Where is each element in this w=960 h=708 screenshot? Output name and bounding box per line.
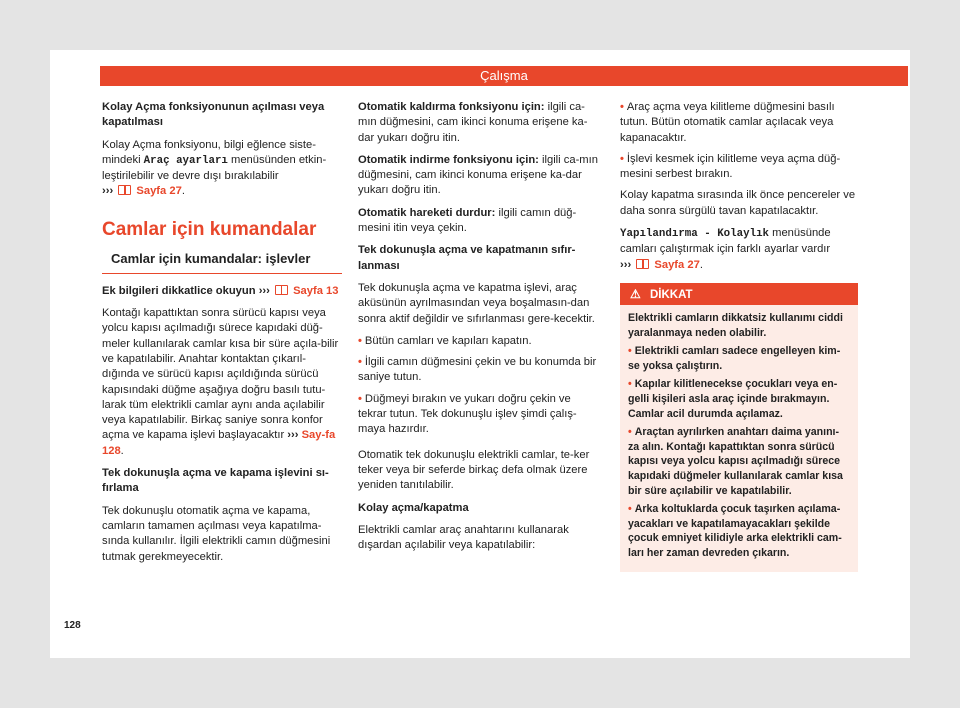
page-reference-link[interactable]: Sayfa 13	[293, 284, 339, 297]
book-icon	[636, 259, 649, 269]
warning-header	[620, 283, 858, 305]
bullet-icon: •	[628, 503, 632, 516]
warning-intro: Elektrikli camların dikkatsiz kullanımı ciddi yaralanmaya neden olabilir.	[628, 311, 843, 339]
reset-heading: Tek dokunuşla açma ve kapatmanın sıfır-lanması	[358, 244, 576, 272]
menu-name: Yapılandırma - Kolaylık	[620, 228, 770, 241]
column-right	[620, 100, 858, 572]
subsection-title: Camlar için kumandalar: işlevler	[102, 248, 342, 274]
auto-stop-paragraph: Otomatik hareketi durdur: ilgili camın düğ-mesini itin veya çekin.	[358, 206, 577, 235]
menu-name: Araç ayarları	[143, 154, 228, 167]
bullet-icon: •	[620, 152, 624, 165]
kolay-paragraph: Kolay Açma fonksiyonu, bilgi eğlence siste-mindeki Araç ayarları menüsünden etkin-leştirilebilir ve devre dışı bırakılabilir ››› Sayfa 27.	[102, 138, 327, 198]
warning-item: • Elektrikli camları sadece engelleyen kim-se yoksa çalıştırın.	[628, 345, 841, 372]
reset-paragraph: Tek dokunuşla açma ve kapatma işlevi, araç aküsünün ayrılmasından veya boşalmasın-dan sonra aktif değildir ve sıfırlanması gere-kecektir.	[358, 281, 595, 325]
tek-heading: Tek dokunuşla açma ve kapama işlevini sı-fırlama	[102, 467, 329, 495]
settings-paragraph: Yapılandırma - Kolaylık menüsünde camları çalıştırmak için farklı ayarlar vardır ››› Sayfa 27.	[620, 227, 831, 271]
bullet-icon: •	[628, 426, 632, 439]
page-reference-link[interactable]: Sayfa 27	[136, 185, 182, 198]
body-paragraph: Kolay kapatma sırasında ilk önce pencereler ve daha sonra sürgülü tavan kapatılacaktır.	[620, 189, 856, 217]
ref-arrows-icon: ›››	[258, 284, 270, 297]
book-icon	[118, 185, 131, 195]
bullet-icon: •	[628, 378, 632, 391]
kolay-heading: Kolay açma/kapatma	[358, 501, 469, 514]
bullet-icon: •	[628, 345, 632, 358]
list-item: • İşlevi kesmek için kilitleme veya açma düğ-mesini serbest bırakın.	[620, 152, 841, 181]
chapter-header: Çalışma	[100, 66, 908, 86]
list-item: • Araç açma veya kilitleme düğmesini basılı tutun. Bütün otomatik camlar açılacak veya kapanacaktır.	[620, 101, 835, 144]
bullet-icon: •	[358, 356, 362, 369]
bullet-icon: •	[620, 101, 624, 113]
section-title: Camlar için kumandalar	[102, 218, 317, 240]
manual-page	[50, 50, 910, 658]
warning-item: • Arka koltuklarda çocuk taşırken açılama-yacakları ve kapatılamayacakları şekilde çocuk emniyet kilidiyle arka elektrikli cam-ları her zaman devreden çıkarın.	[628, 503, 842, 559]
list-item: • Düğmeyi bırakın ve yukarı doğru çekin ve tekrar tutun. Tek dokunuşlu işlev şimdi çalış-maya hazırdır.	[358, 392, 577, 436]
warning-item: • Kapılar kilitlenecekse çocukları veya en-gelli kişileri asla araç içinde bırakmayın. Camlar acil durumda açılamaz.	[628, 378, 838, 420]
warning-triangle-icon: ⚠	[630, 286, 641, 301]
auto-lower-paragraph: Otomatik indirme fonksiyonu için: ilgili ca-mın düğmesini, cam ikinci konuma erişene ka-dar yukarı doğru itin.	[358, 153, 598, 197]
auto-raise-paragraph: Otomatik kaldırma fonksiyonu için: ilgili ca-mın düğmesini, cam ikinci konuma erişene ka-dar yukarı doğru itin.	[358, 101, 588, 144]
ref-arrows-icon: ›››	[287, 429, 299, 442]
warning-box	[620, 283, 858, 573]
bullet-icon: •	[358, 334, 362, 347]
warning-item: • Araçtan ayrılırken anahtarı daima yanını-za alın. Kontağı kapattıktan sonra sürücü kapısı veya yolcu kapısı açılmadığı sürece kapıdaki düğmeler kullanılarak camlar kısa bir süre açılabilir ve kapatılabilir.	[628, 426, 843, 497]
bullet-icon: •	[358, 392, 362, 405]
read-first-note: Ek bilgileri dikkatlice okuyun ››› Sayfa 13	[102, 284, 339, 297]
body-paragraph: Kontağı kapattıktan sonra sürücü kapısı veya yolcu kapısı açılmadığı sürece kapıdaki düğ-meler kullanılarak camlar kısa bir süre açıla-bilir ve kapatılabilir. Anahtar kontaktan çıkarıl-dığında ve sürücü kapısı açıldığında sürücü kapısındaki düğme aşağıya doğru basılı tutu-larak tüm elektrikli camlar aynı anda açılabilir veya kapatılabilir. Birkaç saniye sonra konfor açma ve kapama işlevi başlayacaktır ››› Say-fa 128.	[102, 307, 339, 457]
warning-title: DİKKAT	[649, 288, 693, 301]
list-item: • İlgili camın düğmesini çekin ve bu konumda bir saniye tutun.	[358, 356, 597, 384]
auto-paragraph: Otomatik tek dokunuşlu elektrikli camlar, te-ker teker veya bir seferde birkaç defa olmak üzere yeniden tanıtılabilir.	[358, 448, 590, 492]
kolay-paragraph: Elektrikli camlar araç anahtarını kullanarak dışardan açılabilir veya kapatılabilir:	[358, 523, 569, 552]
ref-arrows-icon: ›››	[102, 185, 114, 198]
warning-body	[620, 305, 858, 573]
page-reference-link[interactable]: Sayfa 27	[654, 258, 700, 271]
list-item: • Bütün camları ve kapıları kapatın.	[358, 334, 532, 347]
page-reference-link[interactable]: Say-fa 128	[102, 429, 336, 457]
tek-paragraph: Tek dokunuşlu otomatik açma ve kapama, camların tamamen açılması veya kapatılma-sında kullanılır. İlgili elektrikli camın düğmesini tutmak gerekmeyecektir.	[102, 504, 331, 563]
kolay-heading: Kolay Açma fonksiyonunun açılması veya kapatılması	[102, 101, 325, 129]
column-left	[102, 100, 342, 572]
column-middle	[358, 100, 600, 560]
ref-arrows-icon: ›››	[620, 258, 632, 271]
book-icon	[275, 285, 288, 295]
page-number: 128	[64, 620, 81, 631]
